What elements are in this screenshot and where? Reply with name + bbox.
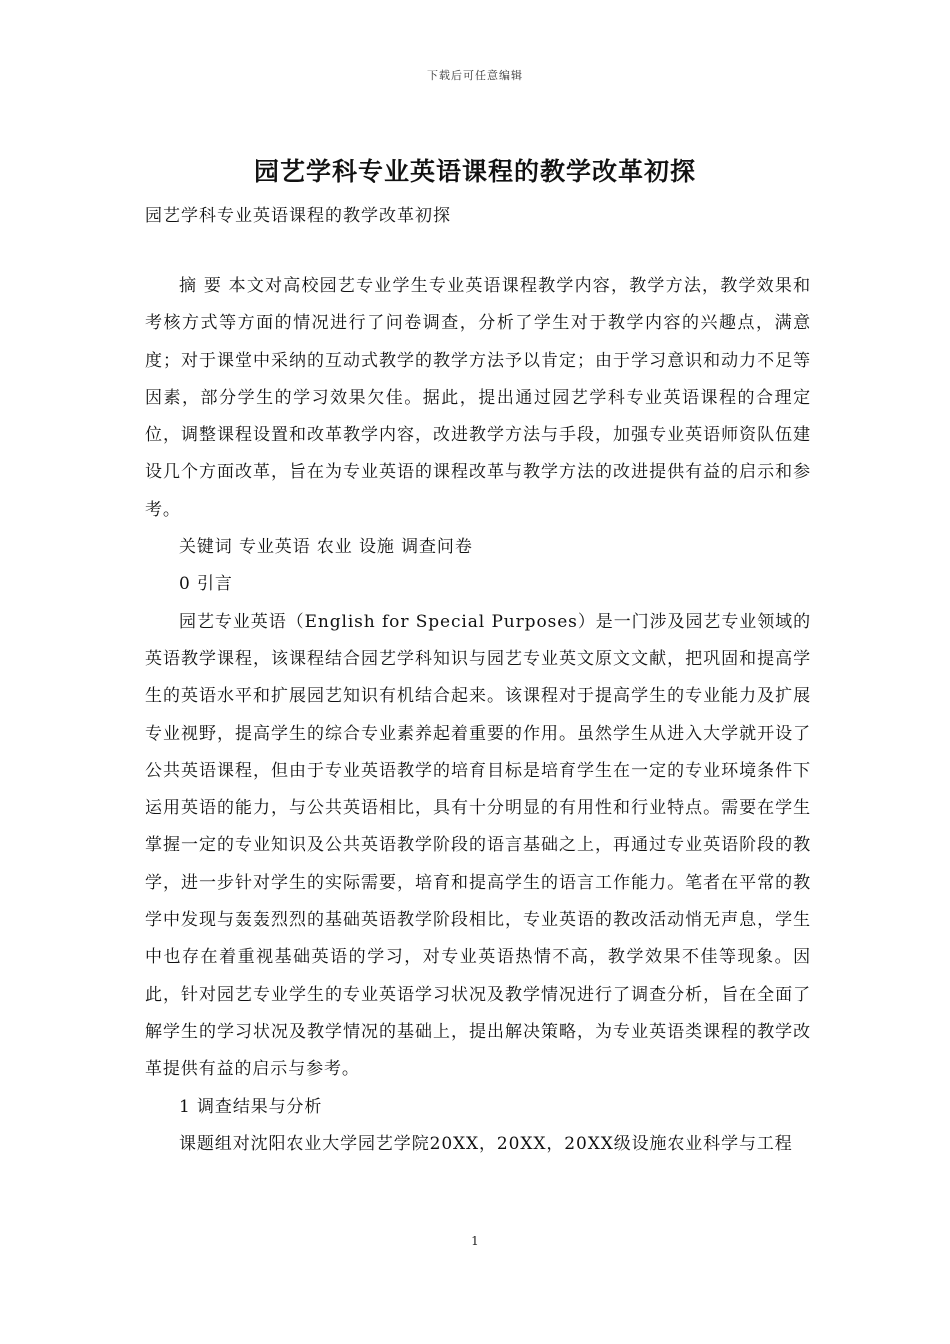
keywords-line: 关键词 专业英语 农业 设施 调查问卷 xyxy=(179,537,473,558)
page-number: 1 xyxy=(471,1234,479,1248)
abstract-paragraph: 摘 要 本文对高校园艺专业学生专业英语课程教学内容，教学方法，教学效果和考核方式等方面的情况进行了问卷调查，分析了学生对于教学内容的兴趣点，满意度；对于课堂中采纳的互动式教学的教学方法予以肯定；由于学习意识和动力不足等因素，部分学生的学习效果欠佳。据此，提出通过园艺学科专业英语课程的合理定位，调整课程设置和改革教学内容，改进教学方法与手段，加强专业英语师资队伍建设几个方面改革，旨在为专业英语的课程改革与教学方法的改进提供有益的启示和参考。 xyxy=(145,276,811,520)
document-title: 园艺学科专业英语课程的教学改革初探 xyxy=(253,157,696,186)
section-heading-results: 1 调查结果与分析 xyxy=(179,1096,323,1117)
results-paragraph: 课题组对沈阳农业大学园艺学院20XX，20XX，20XX级设施农业科学与工程 xyxy=(179,1133,793,1154)
document-body xyxy=(145,268,811,1163)
document-subtitle: 园艺学科专业英语课程的教学改革初探 xyxy=(145,206,451,226)
header-note: 下载后可任意编辑 xyxy=(427,69,523,82)
introduction-paragraph: 园艺专业英语（English for Special Purposes）是一门涉及园艺专业领域的英语教学课程，该课程结合园艺学科知识与园艺专业英文原文文献，把巩固和提高学生的英语水平和扩展园艺知识有机结合起来。该课程对于提高学生的专业能力及扩展专业视野，提高学生的综合专业素养起着重要的作用。虽然学生从进入大学就开设了公共英语课程，但由于专业英语教学的培育目标是培育学生在一定的专业环境条件下运用英语的能力，与公共英语相比，具有十分明显的有用性和行业特点。需要在学生掌握一定的专业知识及公共英语教学阶段的语言基础之上，再通过专业英语阶段的教学，进一步针对学生的实际需要，培育和提高学生的语言工作能力。笔者在平常的教学中发现与轰轰烈烈的基础英语教学阶段相比，专业英语的教改活动悄无声息，学生中也存在着重视基础英语的学习，对专业英语热情不高，教学效果不佳等现象。因此，针对园艺专业学生的专业英语学习状况及教学情况进行了调查分析，旨在全面了解学生的学习状况及教学情况的基础上，提出解决策略，为专业英语类课程的教学改革提供有益的启示与参考。 xyxy=(145,611,811,1080)
section-heading-introduction: 0 引言 xyxy=(179,574,233,595)
